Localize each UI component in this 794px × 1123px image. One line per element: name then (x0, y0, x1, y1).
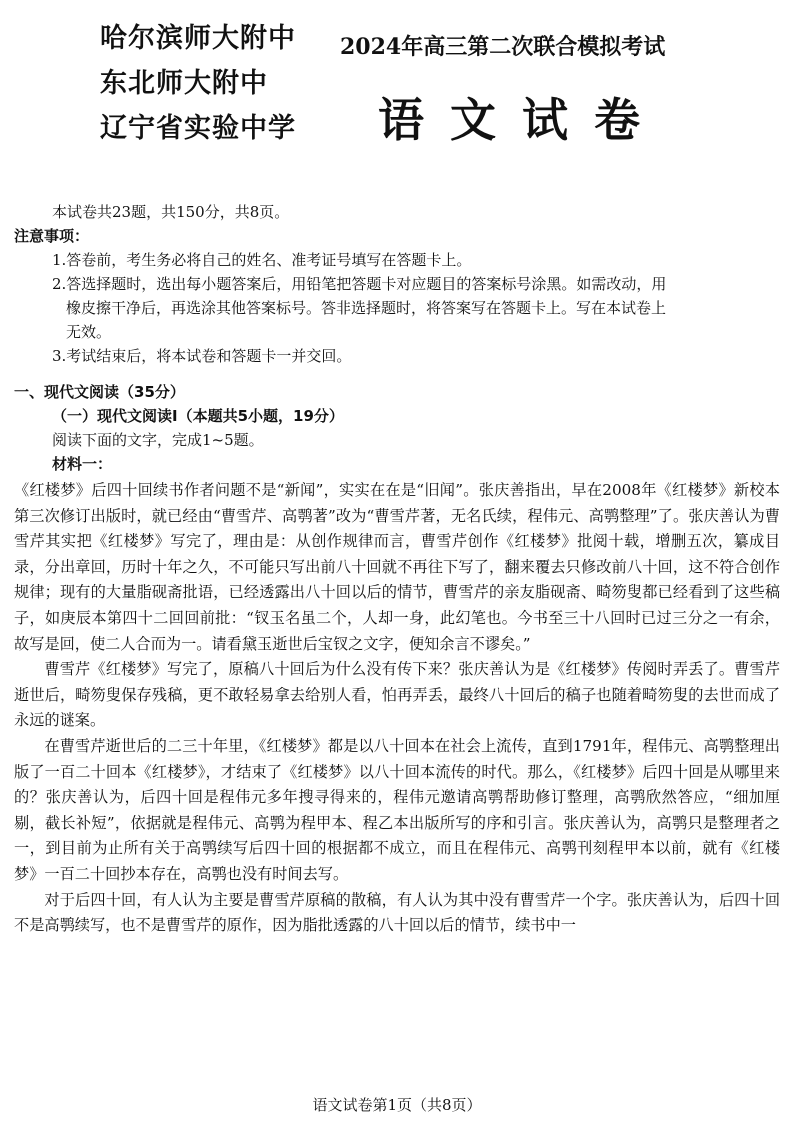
paper-title: 语文试卷 (378, 93, 666, 147)
passage-paragraph-3: 在曹雪芹逝世后的二三十年里，《红楼梦》都是以八十回本在社会上流传，直到1791年，程伟元、高鹗整理出版了一百二十回本《红楼梦》，才结束了《红楼梦》以八十回本流传的时代。那么，《红楼梦》后四十回是从哪里来的？张庆善认为，后四十回是程伟元多年搜寻得来的，程伟元邀请高鹗帮助修订整理，高鹗欣然答应，“细加厘剔，截长补短”，依据就是程伟元、高鹗为程甲本、程乙本出版所写的序和引言。张庆善认为，高鹗只是整理者之一，到目前为止所有关于高鹗续写后四十回的根据都不成立，而且在程伟元、高鹗刊刻程甲本以前，就有《红楼梦》一百二十回抄本存在，高鹗也没有时间去写。 (14, 736, 780, 883)
school-list (100, 16, 296, 151)
school-name-3: 辽宁省实验中学 (100, 113, 296, 144)
notice-item-1: 1.答卷前，考生务必将自己的姓名、准考证号填写在答题卡上。 (52, 251, 472, 269)
notice-item-2-line-1: 2.答选择题时，选出每小题答案后，用铅笔把答题卡对应题目的答案标号涂黑。如需改动，用 (52, 275, 667, 293)
exam-content (14, 200, 780, 939)
school-name-1: 哈尔滨师大附中 (100, 23, 296, 54)
passage-paragraph-2: 曹雪芹《红楼梦》写完了，原稿八十回后为什么没有传下来？张庆善认为是《红楼梦》传阅时弄丢了。曹雪芹逝世后，畸笏叟保存残稿，更不敢轻易拿去给别人看，怕再弄丢，最终八十回后的稿子也随着畸笏叟的去世而成了永远的谜案。 (14, 660, 780, 730)
spacer (14, 368, 780, 380)
notice-heading: 注意事项： (14, 227, 90, 245)
page-footer: 语文试卷第1页（共8页） (312, 1096, 482, 1114)
notice-item-2-line-3: 无效。 (66, 323, 112, 341)
intro-text: 本试卷共23题，共150分，共8页。 (52, 203, 290, 221)
passage-paragraph-1: 《红楼梦》后四十回续书作者问题不是“新闻”，实实在在是“旧闻”。张庆善指出，早在2008年《红楼梦》新校本第三次修订出版时，就已经由“曹雪芹、高鹗著”改为“曹雪芹著，无名氏续，程伟元、高鹗整理”了。张庆善认为曹雪芹其实把《红楼梦》写完了，理由是：从创作规律而言，曹雪芹创作《红楼梦》批阅十载，增删五次，纂成目录，分出章回，历时十年之久，不可能只写出前八十回就不再往下写了，翻来覆去只修改前八十回，这不符合创作规律；现有的大量脂砚斋批语，已经透露出八十回以后的情节，曹雪芹的亲友脂砚斋、畸笏叟都已经看到了这些稿子，如庚辰本第四十二回回前批：“钗玉名虽二个，人却一身，此幻笔也。今书至三十八回时已过三分之一有余，故写是回，使二人合而为一。请看黛玉逝世后宝钗之文字，便知余言不谬矣。” (14, 481, 780, 653)
exam-title: 2024年高三第二次联合模拟考试 (340, 34, 666, 60)
notice-item-3: 3.考试结束后，将本试卷和答题卡一并交回。 (52, 347, 352, 365)
reading-passage (14, 478, 780, 939)
section-title: 一、现代文阅读（35分） (14, 383, 185, 401)
material-label: 材料一： (52, 455, 113, 473)
school-name-2: 东北师大附中 (100, 68, 268, 99)
section-subtitle: （一）现代文阅读Ⅰ（本题共5小题，19分） (52, 407, 344, 425)
exam-header (0, 0, 794, 190)
section-instruction: 阅读下面的文字，完成1~5题。 (52, 431, 264, 449)
passage-paragraph-4: 对于后四十回，有人认为主要是曹雪芹原稿的散稿，有人认为其中没有曹雪芹一个字。张庆善认为，后四十回不是高鹗续写，也不是曹雪芹的原作，因为脂批透露的八十回以后的情节，续书中一 (14, 890, 780, 935)
notice-item-2-line-2: 橡皮擦干净后，再选涂其他答案标号。答非选择题时，将答案写在答题卡上。写在本试卷上 (66, 299, 667, 317)
